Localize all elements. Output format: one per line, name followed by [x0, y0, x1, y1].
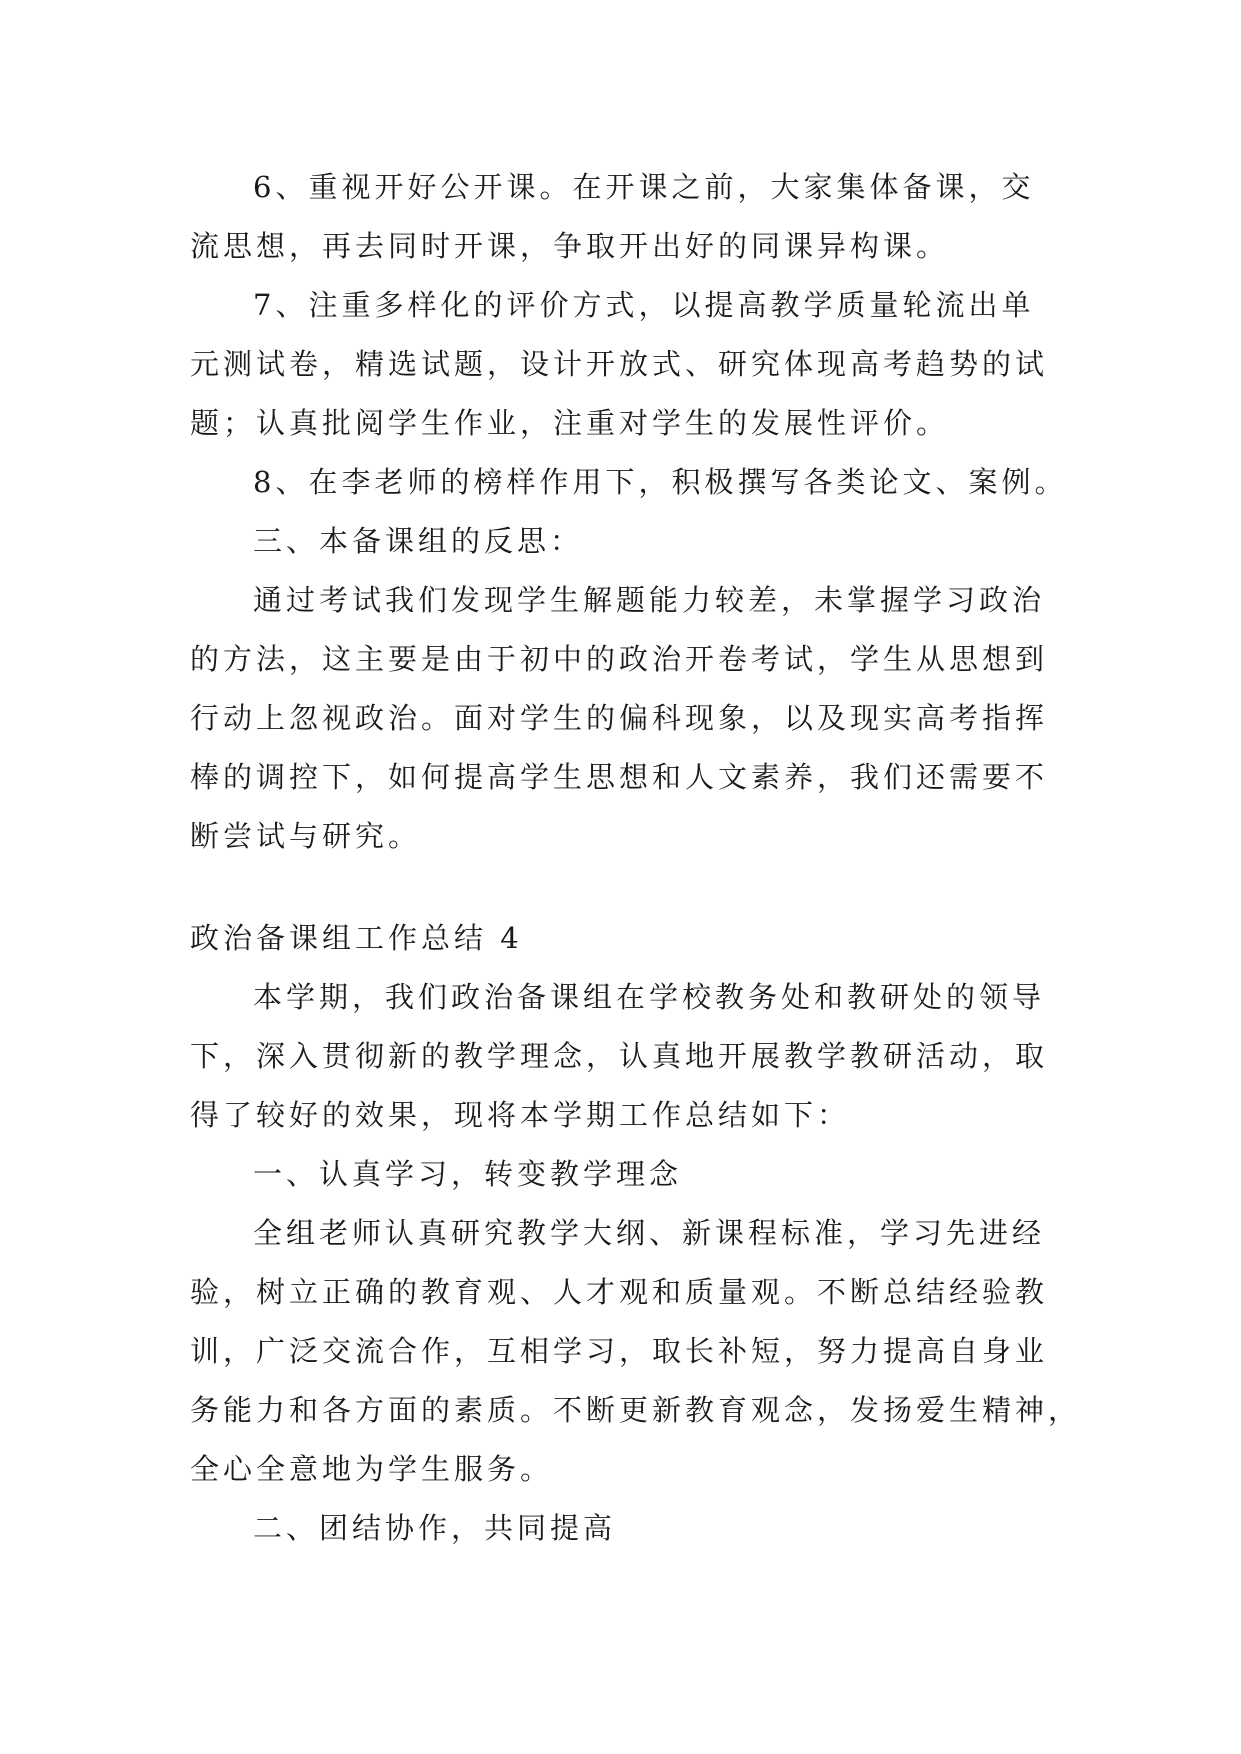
paragraph-line: 本学期，我们政治备课组在学校教务处和教研处的领导 [253, 980, 1046, 1014]
paragraph-line: 通过考试我们发现学生解题能力较差，未掌握学习政治 [253, 583, 1046, 617]
paragraph-line: 行动上忽视政治。面对学生的偏科现象，以及现实高考指挥 [190, 701, 1049, 735]
paragraph-line: 7、注重多样化的评价方式，以提高教学质量轮流出单 [253, 288, 1035, 322]
paragraph-line: 务能力和各方面的素质。不断更新教育观念，发扬爱生精神， [190, 1393, 1082, 1427]
paragraph-line: 6、重视开好公开课。在开课之前，大家集体备课，交 [253, 170, 1035, 204]
section-heading: 二、团结协作，共同提高 [253, 1511, 617, 1545]
paragraph-line: 训，广泛交流合作，互相学习，取长补短，努力提高自身业 [190, 1334, 1049, 1368]
paragraph-line: 元测试卷，精选试题，设计开放式、研究体现高考趋势的试 [190, 347, 1049, 381]
paragraph-line: 8、在李老师的榜样作用下，积极撰写各类论文、案例。 [253, 465, 1068, 499]
paragraph-line: 题；认真批阅学生作业，注重对学生的发展性评价。 [190, 406, 950, 440]
document-title: 政治备课组工作总结 4 [190, 921, 523, 955]
paragraph-line: 得了较好的效果，现将本学期工作总结如下： [190, 1098, 851, 1132]
paragraph-line: 全心全意地为学生服务。 [190, 1452, 554, 1486]
paragraph-line: 断尝试与研究。 [190, 819, 422, 853]
section-heading: 三、本备课组的反思： [253, 524, 584, 558]
paragraph-line: 流思想，再去同时开课，争取开出好的同课异构课。 [190, 229, 950, 263]
paragraph-line: 的方法，这主要是由于初中的政治开卷考试，学生从思想到 [190, 642, 1049, 676]
section-heading: 一、认真学习，转变教学理念 [253, 1157, 683, 1191]
paragraph-line: 全组老师认真研究教学大纲、新课程标准，学习先进经 [253, 1216, 1046, 1250]
paragraph-line: 棒的调控下，如何提高学生思想和人文素养，我们还需要不 [190, 760, 1049, 794]
paragraph-line: 下，深入贯彻新的教学理念，认真地开展教学教研活动，取 [190, 1039, 1049, 1073]
paragraph-line: 验，树立正确的教育观、人才观和质量观。不断总结经验教 [190, 1275, 1049, 1309]
